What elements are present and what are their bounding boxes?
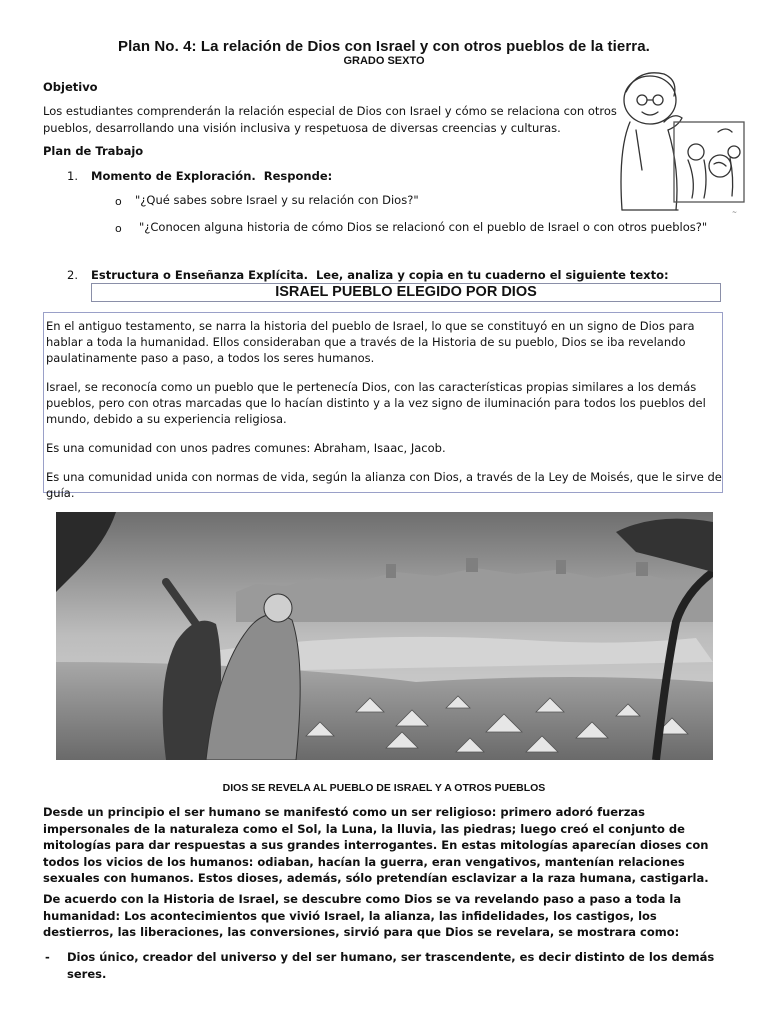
section-paragraph-2: De acuerdo con la Historia de Israel, se descubre como Dios se va revelando paso a paso a toda la humanidad: Los acontecimientos que vivió Israel, la alianza, las infidelidades, los castigos, los destierros, las liberaciones, las conversiones, sirvió para que Dios se revelara, se mostrara como: — [43, 892, 682, 939]
reading-title: ISRAEL PUEBLO ELEGIDO POR DIOS — [91, 283, 721, 302]
plan-heading: Plan de Trabajo — [43, 144, 144, 158]
step2-label: Estructura o Enseñanza Explícita. — [91, 268, 308, 282]
step1-label: Momento de Exploración. — [91, 169, 256, 183]
section-bullet-text: Dios único, creador del universo y del ser humano, ser trascendente, es decir distinto de los demás seres. — [67, 950, 715, 981]
reading-text-box — [43, 312, 723, 500]
question-1: "¿Qué sabes sobre Israel y su relación con Dios?" — [135, 193, 419, 207]
step1-title — [91, 169, 332, 183]
teacher-cartoon-illustration — [608, 60, 758, 220]
document-title: Plan No. 4: La relación de Dios con Israel y con otros pueblos de la tierra. — [118, 38, 650, 55]
step2-instruction: Lee, analiza y copia en tu cuaderno el siguiente texto: — [315, 268, 669, 282]
dash-bullet-icon: - — [45, 950, 50, 964]
bullet-circle-icon: o — [115, 222, 122, 235]
reading-paragraph: Es una comunidad unida con normas de vida, según la alianza con Dios, a través de la Ley de Moisés, que le sirve de guía. — [46, 470, 722, 500]
objective-text: Los estudiantes comprenderán la relación especial de Dios con Israel y cómo se relaciona con otros pueblos, desarrollando una visión inclusiva y respetuosa de diversas creencias y culturas. — [43, 104, 617, 135]
step2-title — [91, 268, 669, 282]
bullet-circle-icon: o — [115, 195, 122, 208]
grade-label: GRADO SEXTO — [343, 55, 425, 67]
objective-heading: Objetivo — [43, 80, 98, 94]
step1-instruction: Responde: — [263, 169, 333, 183]
step1-number: 1. — [67, 169, 78, 183]
question-2: "¿Conocen alguna historia de cómo Dios se relacionó con el pueblo de Israel o con otros pueblos?" — [139, 220, 708, 234]
reading-paragraph: Israel, se reconocía como un pueblo que le pertenecía Dios, con las características propias similares a los demás pueblos, pero con otras marcadas que lo hacían distinto y a la vez signo de iluminación para todos los pueblos del mundo, debido a su experiencia religiosa. — [46, 380, 706, 426]
reading-paragraph: Es una comunidad con unos padres comunes: Abraham, Isaac, Jacob. — [46, 441, 446, 455]
svg-text:~: ~ — [732, 209, 738, 216]
section-paragraph-1: Desde un principio el ser humano se manifestó como un ser religioso: primero adoró fuerzas impersonales de la naturaleza como el Sol, la Luna, la lluvia, las piedras; luego creó el conjunto de mitologías para dar respuestas a sus grandes interrogantes. En estas mitologías aparecían dioses con todos los vicios de los humanos: odiaban, hacían la guerra, eran vengativos, mantenían relaciones sexuales con humanos. Estos dioses, además, sólo pretendían esclavizar a la raza humana, castigarla. — [43, 805, 709, 885]
reading-paragraph: En el antiguo testamento, se narra la historia del pueblo de Israel, lo que se constituyó en un signo de Dios para hablar a toda la humanidad. Ellos consideraban que a través de la Historia de su pueblo, Dios se iba revelando paulatinamente paso a paso, a todos los seres humanos. — [46, 319, 695, 365]
abraham-landscape-illustration — [56, 512, 713, 760]
section-title: DIOS SE REVELA AL PUEBLO DE ISRAEL Y A OTROS PUEBLOS — [222, 782, 546, 794]
step2-number: 2. — [67, 268, 78, 282]
